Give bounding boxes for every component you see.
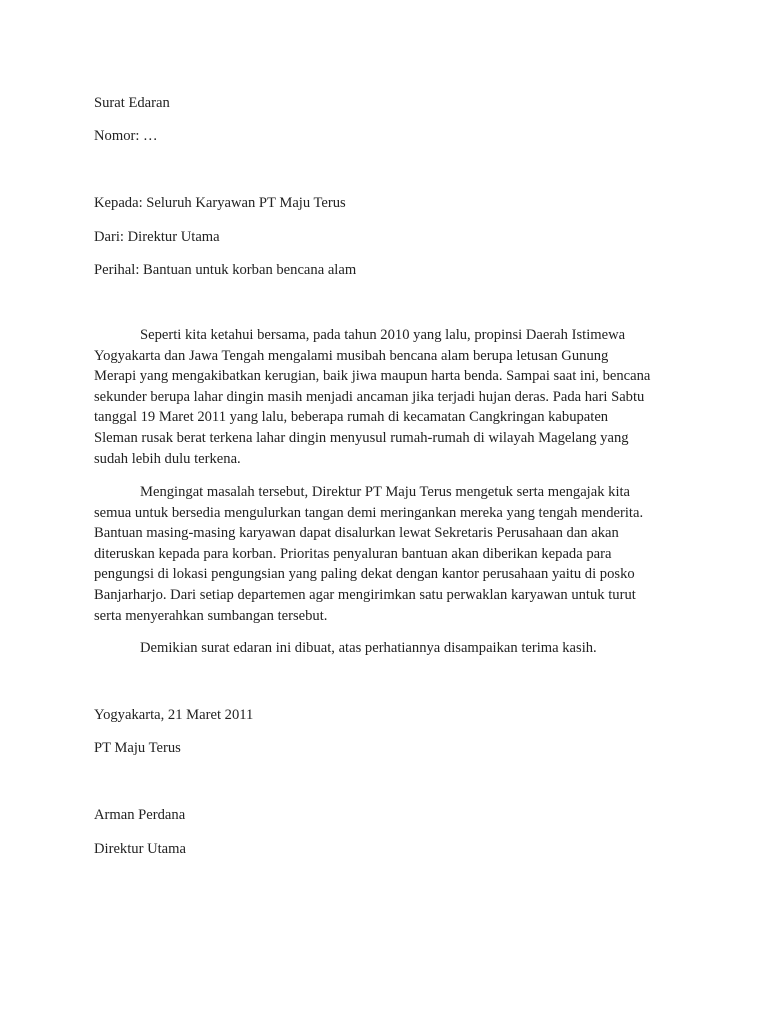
signatory-title: Direktur Utama [94,841,186,857]
place-date: Yogyakarta, 21 Maret 2011 [94,707,254,723]
letter-number: Nomor: … [94,128,158,144]
sender-line: Dari: Direktur Utama [94,229,220,245]
company-name: PT Maju Terus [94,740,181,756]
letter-heading: Surat Edaran [94,95,170,111]
signatory-name: Arman Perdana [94,807,186,823]
body-paragraph-3: Demikian surat edaran ini dibuat, atas perhatiannya disampaikan terima kasih. [140,640,597,656]
body-paragraph-2: Mengingat masalah tersebut, Direktur PT Maju Terus mengetuk serta mengajak kita semua untuk bersedia mengulurkan tangan demi meringankan mereka yang tengah menderita. Bantuan masing-masing karyawan dapat disalurkan lewat Sekretaris Perusahaan dan akan diteruskan kepada para korban. Prioritas penyaluran bantuan akan diberikan kepada para pengungsi di lokasi pengungsian yang paling dekat dengan kantor perusahaan yaitu di posko Banjarharjo. Dari setiap departemen agar mengirimkan satu perwaklan karyawan untuk turut serta menyerahkan sumbangan tersebut. [94,484,644,624]
subject-line: Perihal: Bantuan untuk korban bencana alam [94,262,357,278]
recipient-line: Kepada: Seluruh Karyawan PT Maju Terus [94,195,346,211]
body-paragraph-1: Seperti kita ketahui bersama, pada tahun 2010 yang lalu, propinsi Daerah Istimewa Yogyakarta dan Jawa Tengah mengalami musibah bencana alam berupa letusan Gunung Merapi yang mengakibatkan kerugian, baik jiwa maupun harta benda. Sampai saat ini, bencana sekunder berupa lahar dingin masih menjadi ancaman jika terjadi hujan deras. Pada hari Sabtu tanggal 19 Maret 2011 yang lalu, beberapa rumah di kecamatan Cangkringan kabupaten Sleman rusak berat terkena lahar dingin menyusul rumah-rumah di wilayah Magelang yang sudah lebih dulu terkena. [94,327,651,467]
